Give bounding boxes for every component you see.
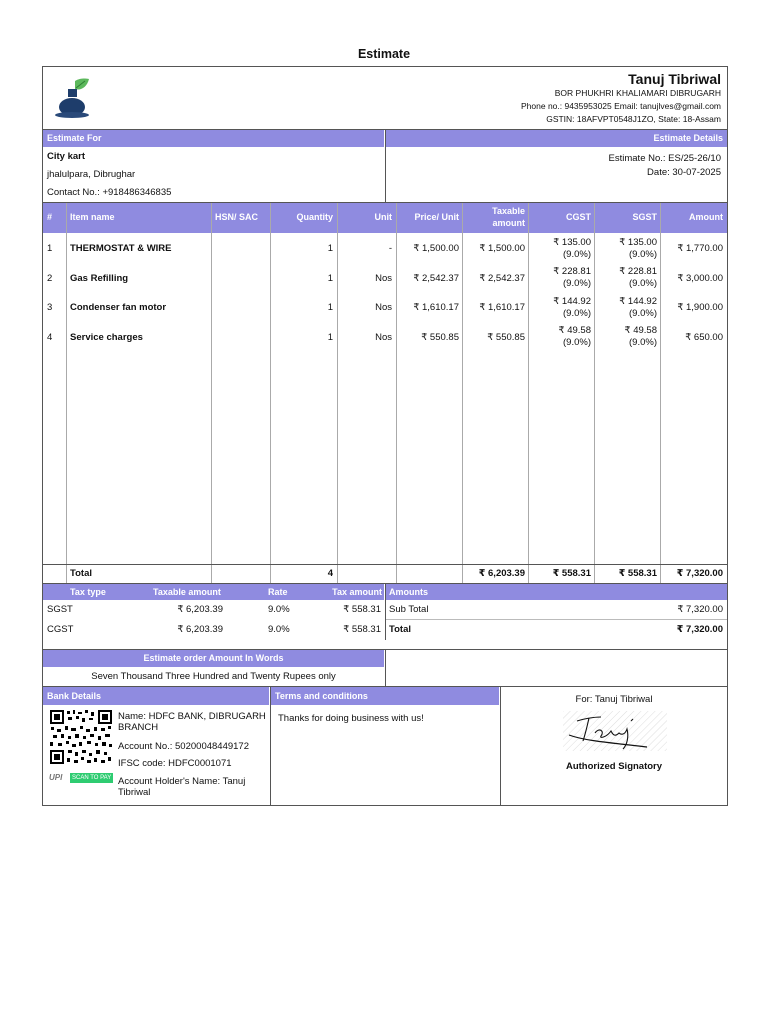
upi-badge [49,773,113,783]
item-num: 1 [47,243,53,254]
item-taxable: ₹ 1,500.00 [479,243,525,254]
item-amount: ₹ 1,900.00 [677,302,723,313]
authorized-signatory: Authorized Signatory [565,761,663,772]
item-taxable: ₹ 1,610.17 [479,302,525,313]
item-qty: 1 [327,273,333,284]
total-label: Total [70,568,92,579]
tax-amount: ₹ 558.31 [343,624,381,635]
item-sgst-rate: (9.0%) [629,308,657,319]
estimate-for-label: Estimate For [47,133,102,143]
col-price: Price/ Unit [414,212,459,222]
terms-label: Terms and conditions [275,691,368,701]
bank-account: Account No.: 50200048449172 [118,741,249,752]
col-hsn: HSN/ SAC [215,212,259,222]
grand-total-label: Total [389,624,411,635]
company-contact: Phone no.: 9435953025 Email: tanujlves@gmail.com [521,101,721,111]
upi-logo: UPI [49,773,63,782]
qr-code[interactable] [49,709,113,769]
items-header [43,203,727,233]
item-sgst-rate: (9.0%) [629,337,657,348]
total-qty: 4 [327,568,333,579]
in-words-label: Estimate order Amount In Words [143,653,284,663]
customer-contact: Contact No.: +918486346835 [47,187,172,198]
col-unit: Unit [374,212,392,222]
item-taxable: ₹ 550.85 [487,332,525,343]
tax-amount: ₹ 558.31 [343,604,381,615]
item-unit: Nos [375,273,392,284]
estimate-number: Estimate No.: ES/25-26/10 [608,153,721,164]
item-sgst: ₹ 49.58 [624,325,657,336]
bank-details-label: Bank Details [47,691,102,701]
document-title: Estimate [357,47,411,61]
total-sgst: ₹ 558.31 [618,568,657,579]
tax-taxable: ₹ 6,203.39 [177,624,223,635]
item-sgst: ₹ 228.81 [619,266,657,277]
total-amount: ₹ 7,320.00 [676,568,723,579]
item-name: Condenser fan motor [70,302,167,313]
item-sgst-rate: (9.0%) [629,278,657,289]
customer-name: City kart [47,151,86,162]
tax-rate: 9.0% [268,604,290,615]
tax-summary-header [43,584,384,600]
estimate-date: Date: 30-07-2025 [647,167,721,178]
item-num: 3 [47,302,53,313]
item-price: ₹ 1,610.17 [413,302,459,313]
item-num: 2 [47,273,53,284]
subtotal-label: Sub Total [389,604,429,615]
item-cgst-rate: (9.0%) [563,278,591,289]
item-cgst-rate: (9.0%) [563,249,591,260]
col-cgst: CGST [565,212,591,222]
item-sgst: ₹ 144.92 [619,296,657,307]
item-cgst: ₹ 135.00 [553,237,591,248]
tax-type: CGST [47,624,74,635]
terms-text: Thanks for doing business with us! [278,713,424,724]
bank-details [43,687,269,805]
scan-to-pay: SCAN TO PAY [72,775,112,781]
item-sgst: ₹ 135.00 [619,237,657,248]
item-amount: ₹ 3,000.00 [677,273,723,284]
amount-in-words: Seven Thousand Three Hundred and Twenty Rupees only [91,671,336,682]
amounts-label: Amounts [389,587,428,597]
signature-image [563,711,667,751]
tax-taxable: ₹ 6,203.39 [177,604,223,615]
tax-amount-header: Tax amount [332,587,382,597]
item-cgst-rate: (9.0%) [563,337,591,348]
item-amount: ₹ 650.00 [685,332,723,343]
subtotal-value: ₹ 7,320.00 [677,604,723,615]
item-cgst: ₹ 144.92 [553,296,591,307]
item-qty: 1 [327,332,333,343]
item-price: ₹ 1,500.00 [413,243,459,254]
customer-address: jhalulpara, Dibrughar [47,169,136,180]
company-logo [51,77,91,119]
item-unit: - [388,243,392,254]
total-taxable: ₹ 6,203.39 [478,568,525,579]
bank-holder: Account Holder's Name: Tanuj Tibriwal [118,776,246,798]
item-name: Service charges [70,332,143,343]
company-address: BOR PHUKHRI KHALIAMARI DIBRUGARH [554,88,721,98]
tax-rate: 9.0% [268,624,290,635]
item-name: THERMOSTAT & WIRE [70,243,172,254]
item-taxable: ₹ 2,542.37 [479,273,525,284]
item-name: Gas Refilling [70,273,129,284]
item-qty: 1 [327,302,333,313]
col-item-name: Item name [70,212,115,222]
item-qty: 1 [327,243,333,254]
col-quantity: Quantity [296,212,333,222]
item-cgst: ₹ 49.58 [558,325,591,336]
item-unit: Nos [375,302,392,313]
col-num: # [47,212,53,222]
item-price: ₹ 2,542.37 [413,273,459,284]
col-taxable-1: Taxable [492,206,525,216]
total-cgst: ₹ 558.31 [552,568,591,579]
col-amount: Amount [689,212,723,222]
company-name: Tanuj Tibriwal [628,71,721,87]
bank-name: Name: HDFC BANK, DIBRUGARH BRANCH [118,711,266,733]
item-sgst-rate: (9.0%) [629,249,657,260]
bank-ifsc: IFSC code: HDFC0001071 [118,758,232,769]
tax-taxable-header: Taxable amount [153,587,221,597]
tax-type-header: Tax type [70,587,106,597]
grand-total-value: ₹ 7,320.00 [676,624,723,635]
company-gstin: GSTIN: 18AFVPT0548J1ZO, State: 18-Assam [546,114,721,124]
item-cgst: ₹ 228.81 [553,266,591,277]
tax-type: SGST [47,604,73,615]
item-num: 4 [47,332,53,343]
tax-rate-header: Rate [268,587,288,597]
item-cgst-rate: (9.0%) [563,308,591,319]
estimate-document [42,66,728,806]
item-amount: ₹ 1,770.00 [677,243,723,254]
item-unit: Nos [375,332,392,343]
estimate-details-label: Estimate Details [653,133,723,143]
col-sgst: SGST [632,212,657,222]
signature-for: For: Tanuj Tibriwal [575,694,653,705]
col-taxable-2: amount [492,218,525,228]
item-price: ₹ 550.85 [421,332,459,343]
